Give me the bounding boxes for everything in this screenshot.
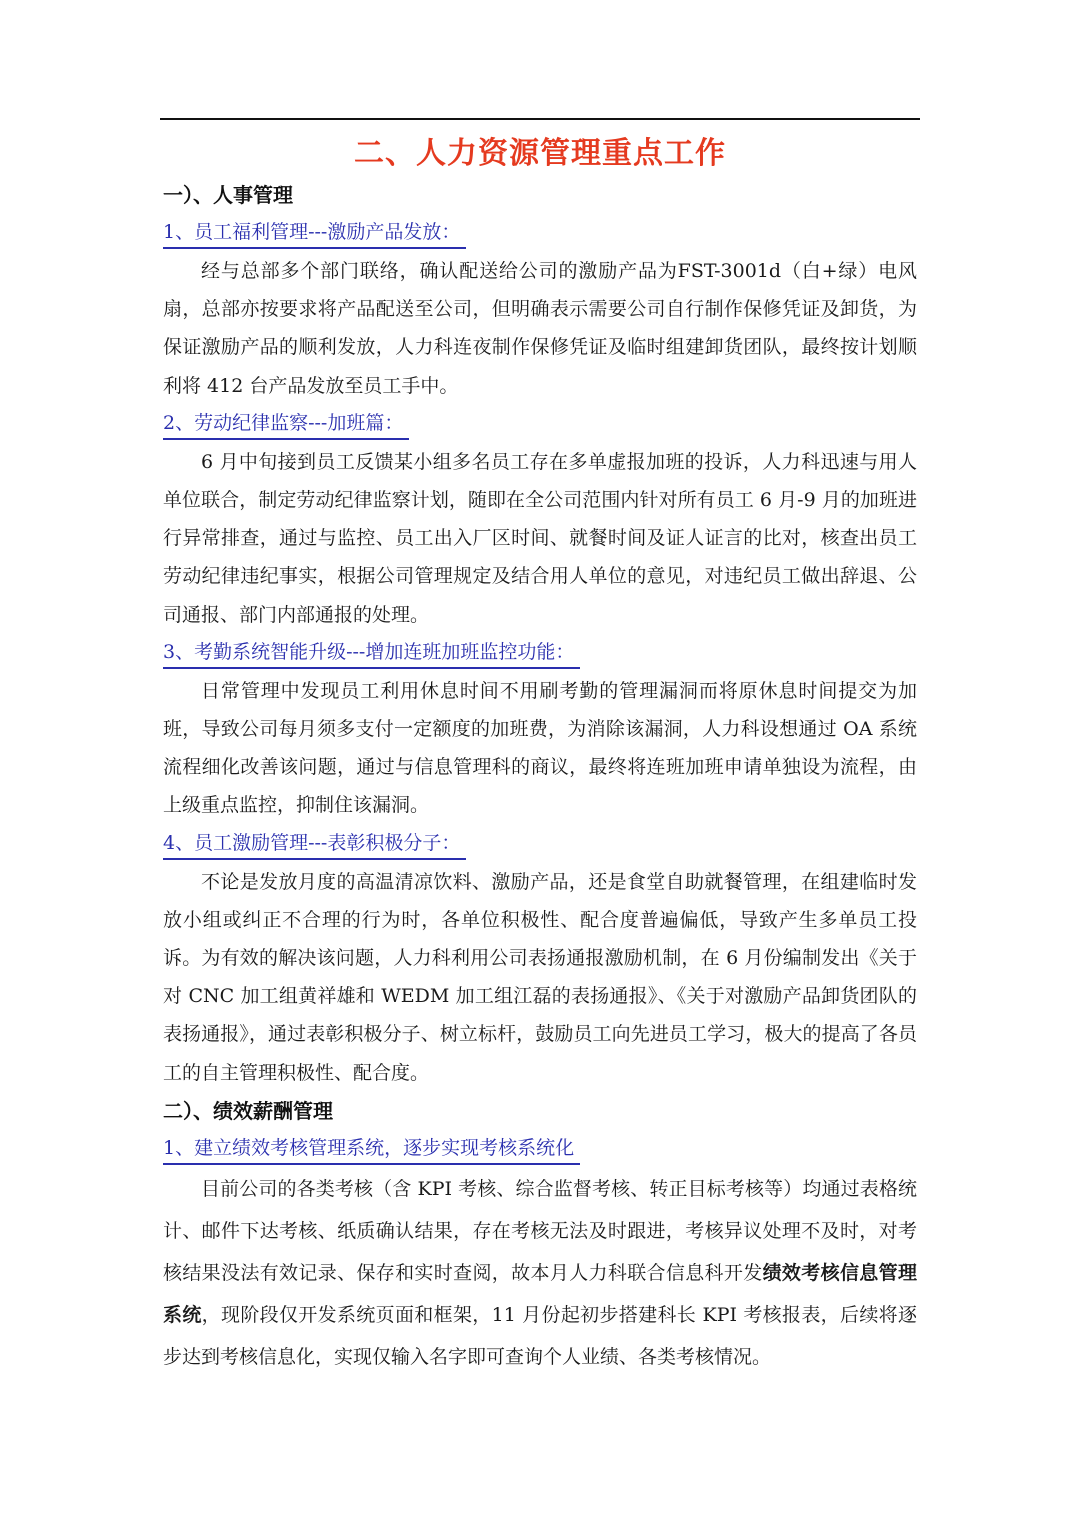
section-heading-personnel: 一）、人事管理	[163, 183, 293, 207]
performance-system-name: 绩效考核信息管理系统	[163, 1261, 917, 1326]
section-heading-performance: 二）、绩效薪酬管理	[163, 1098, 333, 1123]
paragraph-welfare: 经与总部多个部门联络，确认配送给公司的激励产品为FST-3001d（白+绿）电风扇，总部亦按要求将产品配送至公司，但明确表示需要公司自行制作保修凭证及卸货，为保证激励产品的顺利发放，人力科连夜制作保修凭证及临时组建卸货团队，最终按计划顺利将 412 台产品发放至员工手中。	[163, 260, 917, 397]
paragraph-performance-text-before: 目前公司的各类考核（含 KPI 考核、综合监督考核、转正目标考核等）均通过表格统计、邮件下达考核、纸质确认结果，存在考核无法及时跟进，考核异议处理不及时，对考核结果没法有效记录、保存和实时查阅，故本月人力科联合信息科开发	[163, 1177, 917, 1284]
paragraph-performance-system	[163, 1168, 917, 1378]
document-body	[163, 176, 917, 1378]
paragraph-incentive: 不论是发放月度的高温清凉饮料、激励产品，还是食堂自助就餐管理，在组建临时发放小组或纠正不合理的行为时，各单位积极性、配合度普遍偏低，导致产生多单员工投诉。为有效的解决该问题，人力科利用公司表扬通报激励机制，在 6 月份编制发出《关于对 CNC 加工组黄祥雄和 WEDM 加工组江磊的表扬通报》、《关于对激励产品卸货团队的表扬通报》，通过表彰积极分子、树立标杆，鼓励员工向先进员工学习，极大的提高了各员工的自主管理积极性、配合度。	[163, 870, 917, 1084]
paragraph-discipline: 6 月中旬接到员工反馈某小组多名员工存在多单虚报加班的投诉，人力科迅速与用人单位联合，制定劳动纪律监察计划，随即在全公司范围内针对所有员工 6 月-9 月的加班进行异常排查，通过与监控、员工出入厂区时间、就餐时间及证人证言的比对，核查出员工劳动纪律违纪事实，根据公司管理规定及结合用人单位的意见，对违纪员工做出辞退、公司通报、部门内部通报的处理。	[163, 450, 917, 626]
top-divider	[160, 118, 920, 120]
paragraph-performance-text-after: ，现阶段仅开发系统页面和框架，11 月份起初步搭建科长 KPI 考核报表，后续将逐步达到考核信息化，实现仅输入名字即可查询个人业绩、各类考核情况。	[163, 1303, 917, 1368]
subheading-welfare: 1、员工福利管理---激励产品发放：	[163, 214, 917, 252]
subheading-incentive: 4、员工激励管理---表彰积极分子：	[163, 825, 917, 863]
paragraph-attendance: 日常管理中发现员工利用休息时间不用刷考勤的管理漏洞而将原休息时间提交为加班，导致公司每月须多支付一定额度的加班费，为消除该漏洞，人力科设想通过 OA 系统流程细化改善该问题，通过与信息管理科的商议，最终将连班加班申请单独设为流程，由上级重点监控，抑制住该漏洞。	[163, 679, 917, 817]
subheading-attendance: 3、考勤系统智能升级---增加连班加班监控功能：	[163, 634, 917, 672]
page-title: 二、人力资源管理重点工作	[354, 136, 726, 171]
subheading-discipline: 2、劳动纪律监察---加班篇：	[163, 405, 917, 443]
subheading-performance-system: 1、建立绩效考核管理系统，逐步实现考核系统化	[163, 1130, 917, 1168]
